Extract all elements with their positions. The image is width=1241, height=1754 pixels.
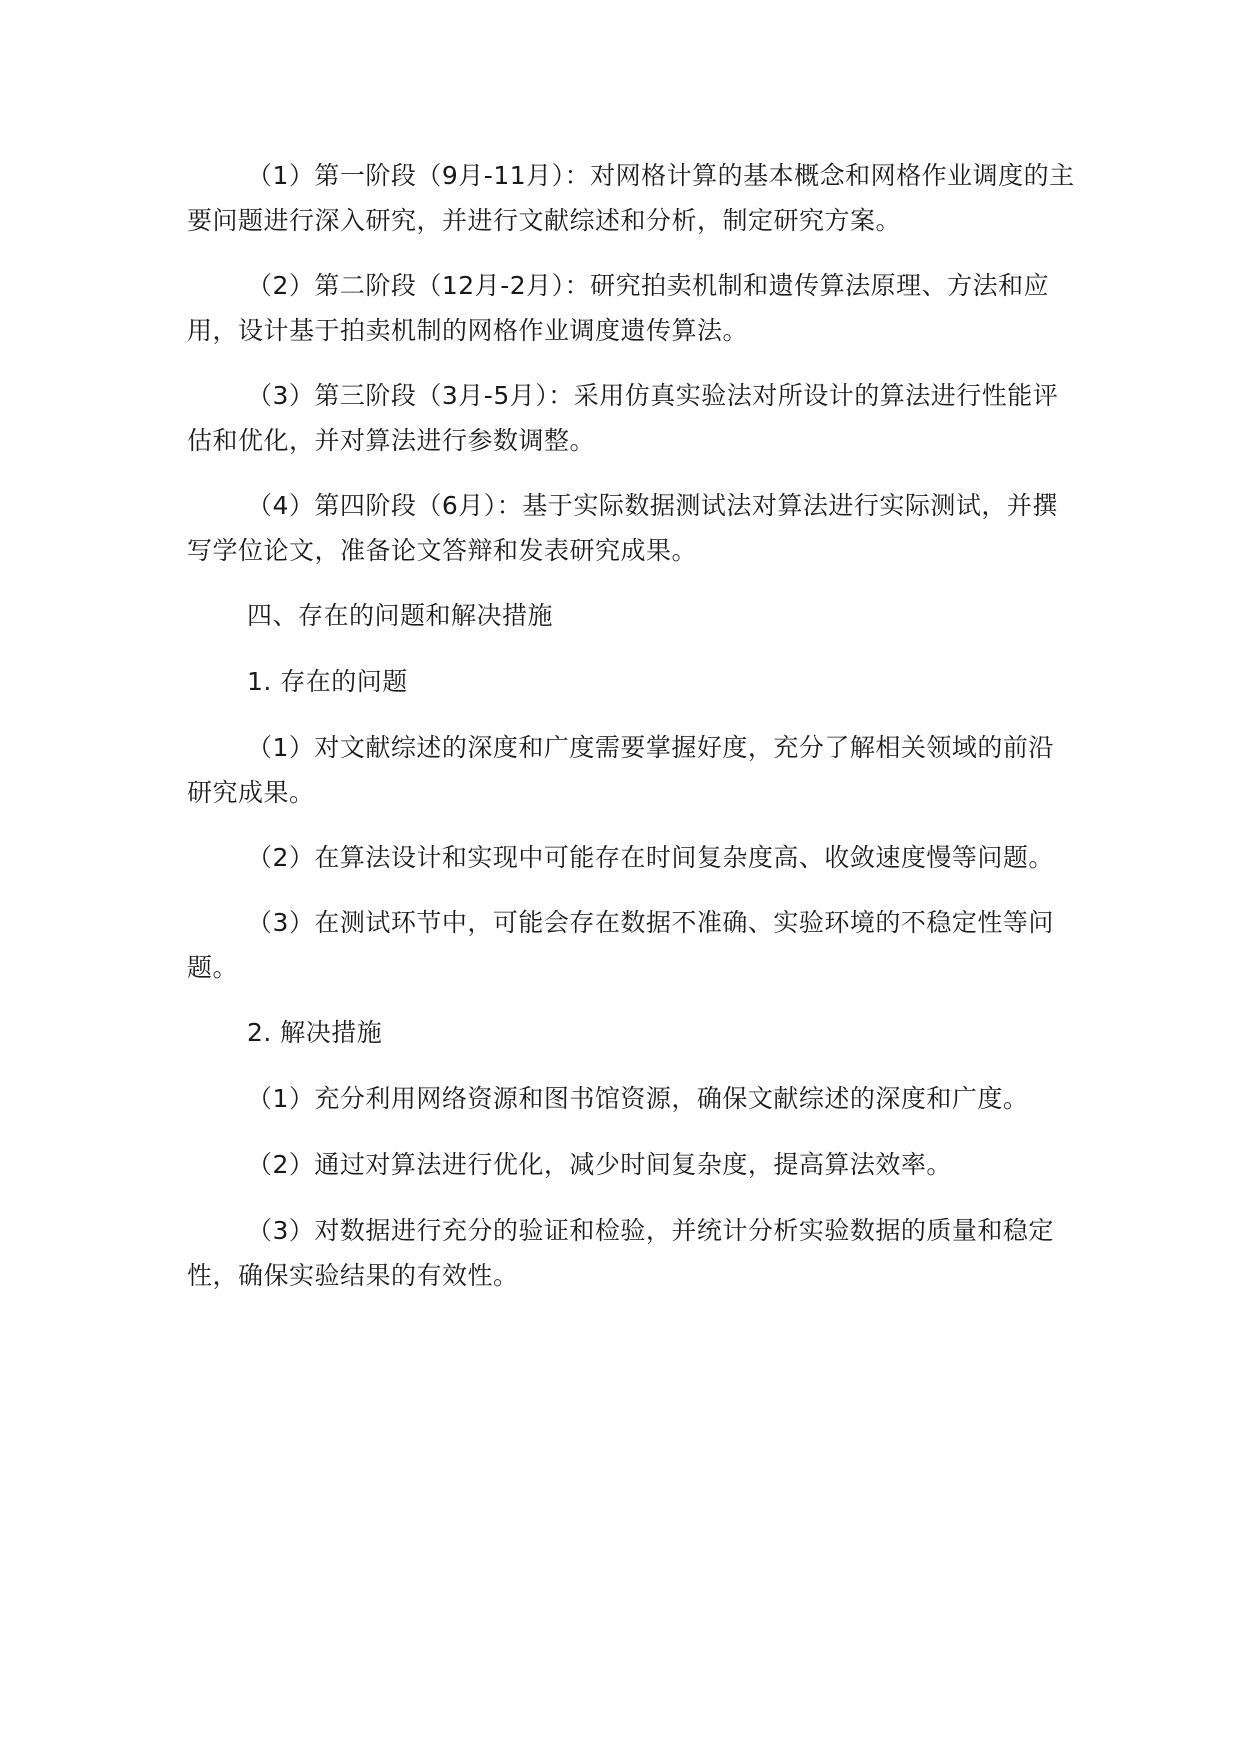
phase-1-paragraph: （1）第一阶段（9月-11月）：对网格计算的基本概念和网格作业调度的主要问题进行深入研究，并进行文献综述和分析，制定研究方案。 bbox=[187, 161, 1075, 235]
phase-4-paragraph: （4）第四阶段（6月）：基于实际数据测试法对算法进行实际测试，并撰写学位论文，准备论文答辩和发表研究成果。 bbox=[187, 491, 1058, 565]
problem-2-paragraph: （2）在算法设计和实现中可能存在时间复杂度高、收敛速度慢等问题。 bbox=[247, 843, 1054, 872]
phase-3-paragraph: （3）第三阶段（3月-5月）：采用仿真实验法对所设计的算法进行性能评估和优化，并对算法进行参数调整。 bbox=[187, 381, 1059, 455]
phase-2-paragraph: （2）第二阶段（12月-2月）：研究拍卖机制和遗传算法原理、方法和应用，设计基于拍卖机制的网格作业调度遗传算法。 bbox=[187, 271, 1050, 345]
solution-3-paragraph: （3）对数据进行充分的验证和检验，并统计分析实验数据的质量和稳定性，确保实验结果的有效性。 bbox=[187, 1216, 1054, 1290]
solution-1-paragraph: （1）充分利用网络资源和图书馆资源，确保文献综述的深度和广度。 bbox=[247, 1084, 1029, 1113]
subsection-heading-problems: 1. 存在的问题 bbox=[247, 667, 408, 696]
problem-1-paragraph: （1）对文献综述的深度和广度需要掌握好度，充分了解相关领域的前沿研究成果。 bbox=[187, 733, 1054, 807]
subsection-heading-solutions: 2. 解决措施 bbox=[247, 1018, 383, 1047]
document-body bbox=[187, 153, 1077, 1318]
section-heading: 四、存在的问题和解决措施 bbox=[247, 601, 554, 630]
problem-3-paragraph: （3）在测试环节中，可能会存在数据不准确、实验环境的不稳定性等问题。 bbox=[187, 908, 1054, 982]
solution-2-paragraph: （2）通过对算法进行优化，减少时间复杂度，提高算法效率。 bbox=[247, 1150, 952, 1179]
